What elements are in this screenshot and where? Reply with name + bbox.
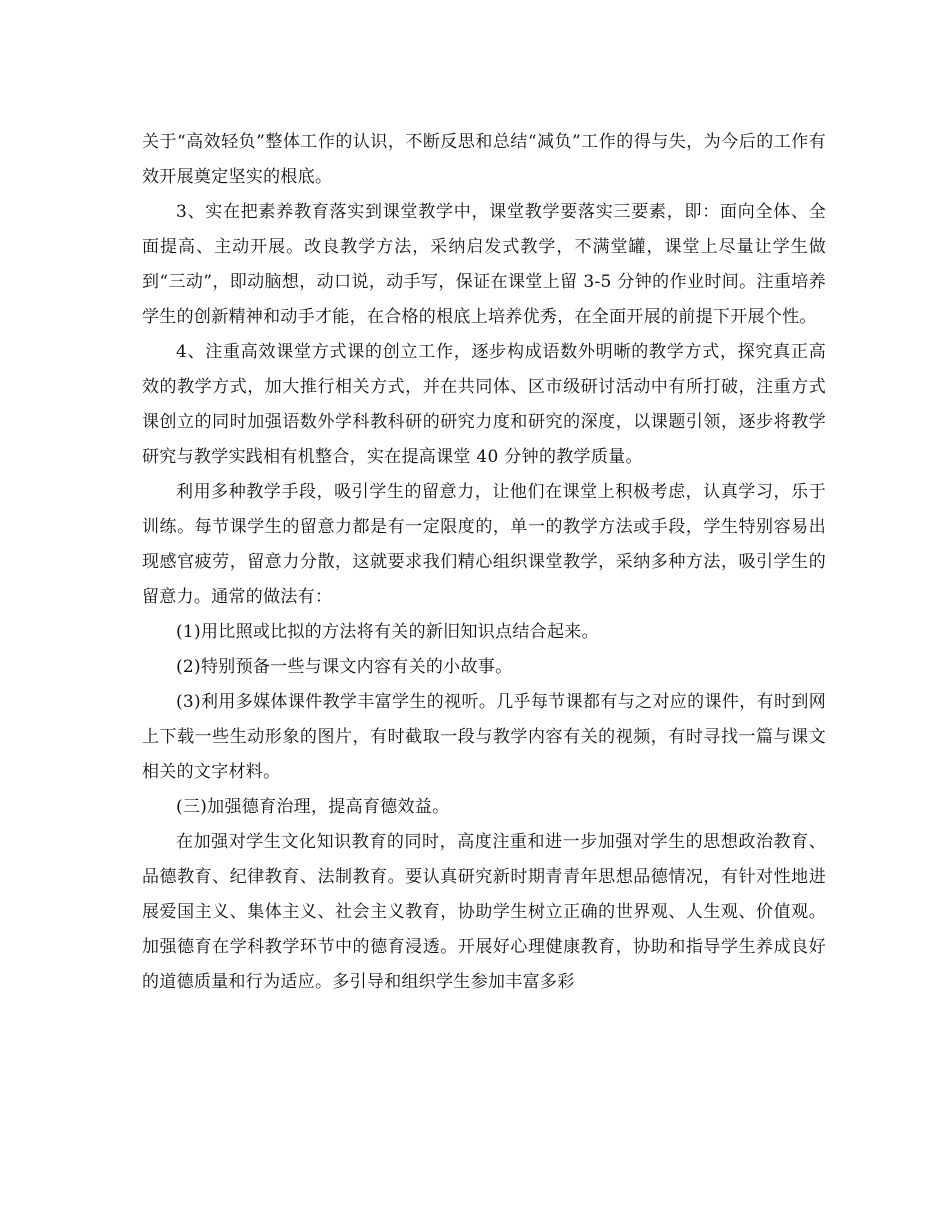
list-item-1: (1)用比照或比拟的方法将有关的新旧知识点结合起来。 (176, 622, 599, 642)
paragraph-5: 在加强对学生文化知识教育的同时，高度注重和进一步加强对学生的思想政治教育、品德教育、纪律教育、法制教育。要认真研究新时期青青年思想品德情况，有针对性地进展爱国主义、集体主义、社会主义教育，协助学生树立正确的世界观、人生观、价值观。加强德育在学科教学环节中的德育浸透。开展好心理健康教育，协助和指导学生养成良好的道德质量和行为适应。多引导和组织学生参加丰富多彩 (142, 832, 826, 992)
document-body (142, 125, 826, 1000)
paragraph-4: 利用多种教学手段，吸引学生的留意力，让他们在课堂上积极考虑，认真学习，乐于训练。每节课学生的留意力都是有一定限度的，单一的教学方法或手段，学生特别容易出现感官疲劳，留意力分散，这就要求我们精心组织课堂教学，采纳多种方法，吸引学生的留意力。通常的做法有： (142, 482, 826, 607)
list-item-2: (2)特别预备一些与课文内容有关的小故事。 (176, 657, 513, 677)
paragraph-3: 4、注重高效课堂方式课的创立工作，逐步构成语数外明晰的教学方式，探究真正高效的教学方式，加大推行相关方式，并在共同体、区市级研讨活动中有所打破，注重方式课创立的同时加强语数外学科教科研的研究力度和研究的深度，以课题引领，逐步将教学研究与教学实践相有机整合，实在提高课堂 40 分钟的教学质量。 (142, 342, 826, 467)
paragraph-2: 3、实在把素养教育落实到课堂教学中，课堂教学要落实三要素，即：面向全体、全面提高、主动开展。改良教学方法，采纳启发式教学，不满堂罐，课堂上尽量让学生做到“三动”，即动脑想，动口说，动手写，保证在课堂上留 3-5 分钟的作业时间。注重培养学生的创新精神和动手才能，在合格的根底上培养优秀，在全面开展的前提下开展个性。 (142, 202, 826, 327)
section-heading: (三)加强德育治理，提高育德效益。 (176, 797, 450, 817)
paragraph-1: 关于“高效轻负”整体工作的认识，不断反思和总结“减负”工作的得与失，为今后的工作有效开展奠定坚实的根底。 (142, 132, 826, 187)
list-item-3: (3)利用多媒体课件教学丰富学生的视听。几乎每节课都有与之对应的课件，有时到网上下载一些生动形象的图片，有时截取一段与教学内容有关的视频，有时寻找一篇与课文相关的文字材料。 (142, 692, 826, 782)
